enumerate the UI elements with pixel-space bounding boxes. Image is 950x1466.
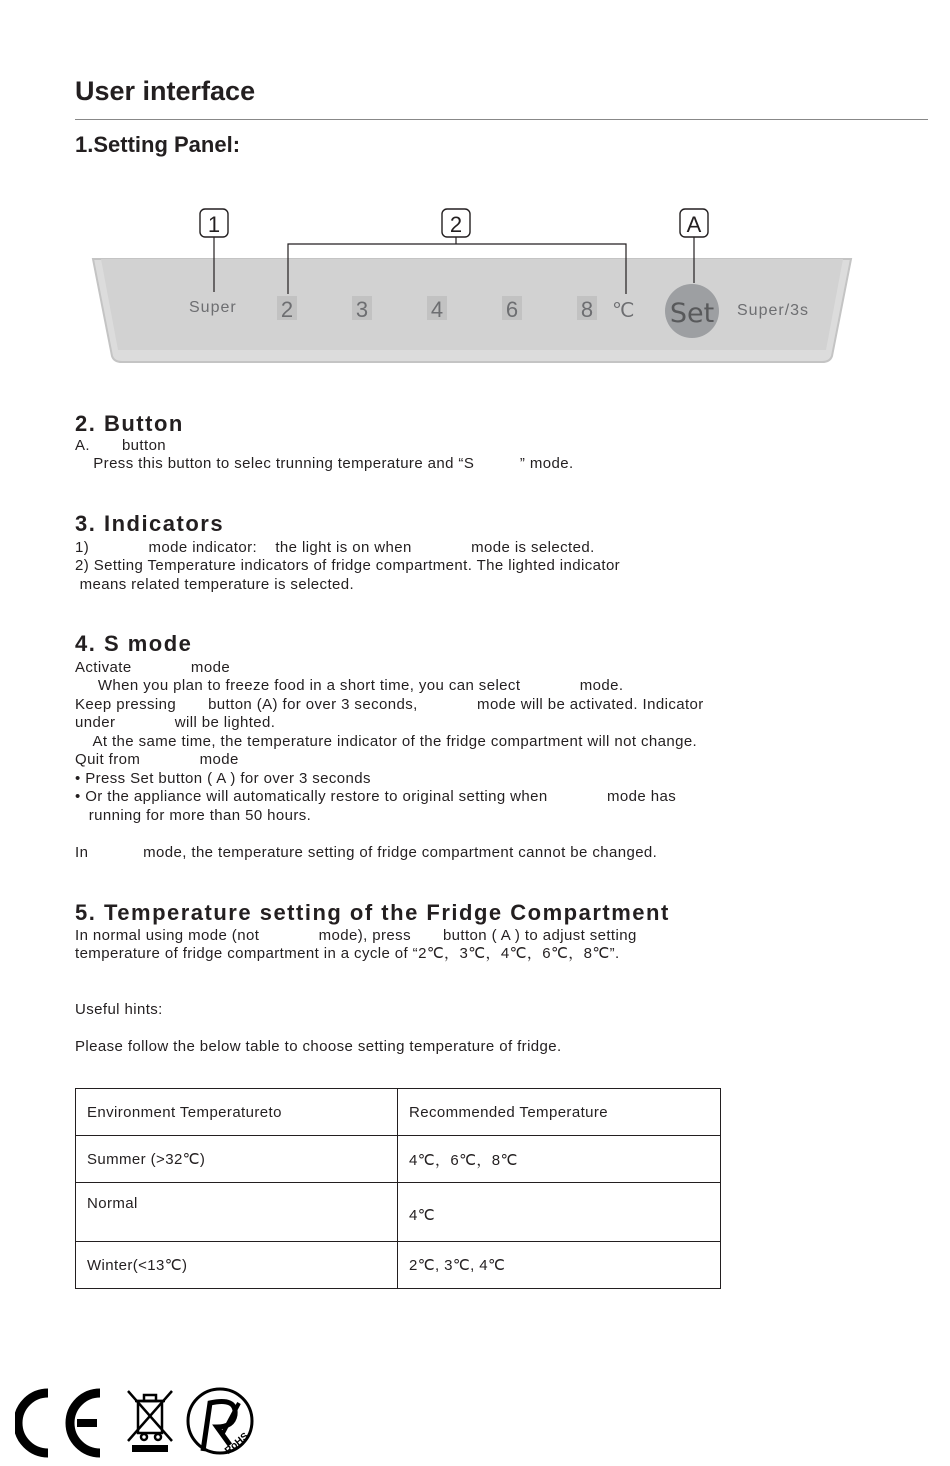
- recommended-temperature-table: [75, 1088, 721, 1289]
- mode-line: Quit from mode: [75, 751, 239, 768]
- callout-a-label: A: [686, 212, 702, 237]
- celsius-unit: ℃: [612, 300, 635, 322]
- table-cell: Summer (>32℃): [76, 1136, 398, 1183]
- mode-line: In mode, the temperature setting of fridge compartment cannot be changed.: [75, 844, 658, 861]
- table-row: [76, 1242, 721, 1289]
- temp-section-title: 5. Temperature setting of the Fridge Compartment: [75, 900, 670, 925]
- follow-table-text: Please follow the below table to choose setting temperature of fridge.: [75, 1038, 562, 1055]
- mode-section-title: 4. S mode: [75, 631, 193, 656]
- table-header-row: [76, 1089, 721, 1136]
- table-header-cell: Environment Temperatureto: [76, 1089, 398, 1136]
- temp-indicator-4: 4: [430, 297, 444, 322]
- page-title: User interface: [75, 76, 256, 106]
- ce-mark-icon: [18, 1393, 100, 1453]
- table-cell: Normal: [76, 1183, 398, 1242]
- temp-indicator-6: 6: [505, 297, 519, 322]
- certification-logos: [15, 1385, 265, 1460]
- table-header-cell: Recommended Temperature: [398, 1089, 721, 1136]
- mode-line: At the same time, the temperature indicator of the fridge compartment will not change.: [75, 733, 698, 750]
- mode-line: Activate mode: [75, 659, 231, 676]
- mode-line: running for more than 50 hours.: [75, 807, 312, 824]
- set-button-label: Set: [669, 298, 715, 329]
- table-row: [76, 1136, 721, 1183]
- callout-1-label: 1: [207, 212, 221, 237]
- mode-line: • Or the appliance will automatically restore to original setting when mode has: [75, 788, 677, 805]
- useful-hints: Useful hints:: [75, 1001, 163, 1018]
- super-3s-label: Super/3s: [737, 302, 810, 319]
- indicators-section-title: 3. Indicators: [75, 511, 225, 536]
- callout-2-label: 2: [449, 212, 463, 237]
- button-line-2: Press this button to selec trunning temperature and “S ” mode.: [75, 455, 574, 472]
- rohs-text: RoHS: [222, 1430, 251, 1457]
- temp-indicator-8: 8: [580, 297, 594, 322]
- temp-line-2: temperature of fridge compartment in a cycle of “2℃，3℃，4℃，6℃，8℃”.: [75, 945, 620, 962]
- indicators-line-2: 2) Setting Temperature indicators of fridge compartment. The lighted indicator: [75, 557, 621, 574]
- table-cell: 4℃，6℃，8℃: [398, 1136, 721, 1183]
- button-line-1: A. button: [75, 437, 167, 454]
- title-divider: [75, 119, 928, 120]
- table-cell: 4℃: [398, 1183, 721, 1242]
- mode-line: When you plan to freeze food in a short time, you can select mode.: [75, 677, 624, 694]
- temp-indicator-2: 2: [280, 297, 294, 322]
- temp-line-1: In normal using mode (not mode), press button ( A ) to adjust setting: [75, 927, 637, 944]
- table-cell: Winter(<13℃): [76, 1242, 398, 1289]
- super-indicator-label: Super: [189, 299, 237, 316]
- temp-indicator-3: 3: [355, 297, 369, 322]
- setting-panel-heading: 1.Setting Panel:: [75, 132, 241, 157]
- set-button: [665, 284, 719, 338]
- mode-line: under will be lighted.: [75, 714, 276, 731]
- weee-bin-icon: [128, 1391, 172, 1452]
- table-cell: 2℃, 3℃, 4℃: [398, 1242, 721, 1289]
- button-section-title: 2. Button: [75, 411, 184, 436]
- indicators-line-3: means related temperature is selected.: [75, 576, 355, 593]
- indicators-line-1: 1) mode indicator: the light is on when mode is selected.: [75, 539, 595, 556]
- table-row: [76, 1183, 721, 1242]
- mode-line: Keep pressing button (A) for over 3 seconds, mode will be activated. Indicator: [75, 696, 704, 713]
- setting-panel-diagram: [0, 195, 950, 375]
- rohs-icon: [188, 1389, 252, 1457]
- mode-line: • Press Set button ( A ) for over 3 seconds: [75, 770, 371, 787]
